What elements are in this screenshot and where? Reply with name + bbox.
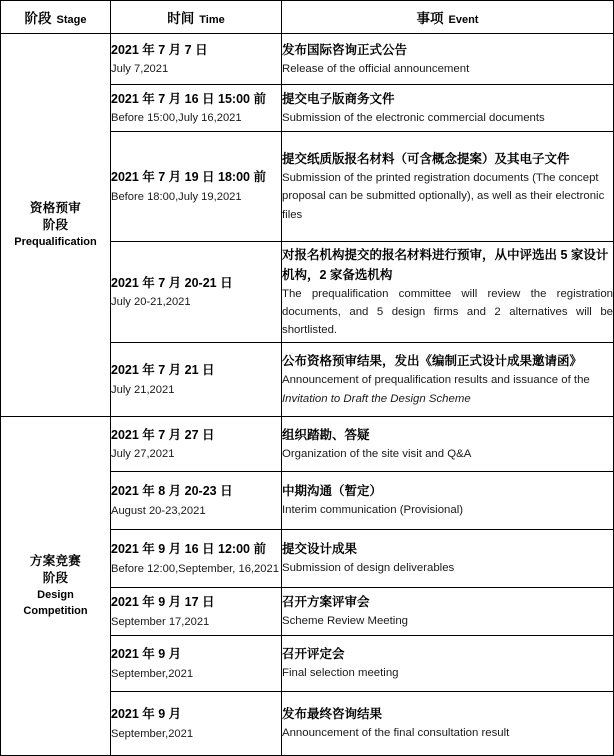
time-cn: 2021 年 7 月 19 日 18:00 前	[111, 170, 266, 185]
event-cn: 提交设计成果	[282, 542, 358, 557]
event-cn: 提交电子版商务文件	[282, 91, 395, 106]
time-cell	[111, 472, 282, 530]
event-cn: 组织踏勘、答疑	[282, 427, 370, 442]
time-cn: 2021 年 7 月 27 日	[111, 427, 215, 442]
header-stage-cn: 阶段	[24, 11, 52, 26]
event-cn: 召开评定会	[282, 647, 345, 662]
stage-design-competition-cn-line2: 阶段	[42, 570, 69, 585]
stage-prequalification-cn-line2: 阶段	[42, 217, 69, 232]
time-cn: 2021 年 7 月 20-21 日	[111, 275, 233, 290]
time-en: September 17,2021	[111, 615, 210, 628]
event-en: Scheme Review Meeting	[282, 615, 408, 628]
event-cell	[282, 242, 614, 343]
event-cn: 召开方案评审会	[282, 595, 370, 610]
time-cn: 2021 年 7 月 7 日	[111, 42, 208, 57]
time-en: July 7,2021	[111, 63, 169, 76]
event-cn: 发布国际咨询正式公告	[282, 42, 408, 57]
time-cn: 2021 年 9 月 17 日	[111, 595, 215, 610]
table-row	[1, 417, 614, 472]
time-cell	[111, 343, 282, 417]
stage-cell-design-competition	[1, 417, 111, 756]
event-cell	[282, 343, 614, 417]
event-en: The prequalification committee will review the registration documents, and 5 design firms and 2 alternatives will be shortlisted.	[282, 287, 613, 337]
time-cn: 2021 年 9 月	[111, 707, 182, 722]
time-cn: 2021 年 9 月	[111, 647, 182, 662]
event-cell	[282, 472, 614, 530]
time-cell	[111, 530, 282, 588]
time-cell	[111, 588, 282, 636]
time-cn: 2021 年 9 月 16 日 12:00 前	[111, 542, 266, 557]
event-en-italic-title: Invitation to Draft the Design Scheme	[282, 392, 471, 405]
event-en: Release of the official announcement	[282, 62, 470, 75]
event-cell	[282, 34, 614, 85]
time-en: August 20-23,2021	[111, 504, 206, 517]
time-cell	[111, 417, 282, 472]
time-cn: 2021 年 8 月 20-23 日	[111, 484, 233, 499]
time-en: September,2021	[111, 727, 194, 740]
stage-prequalification-en-line1: Prequalification	[14, 236, 97, 249]
time-en: July 21,2021	[111, 383, 175, 396]
time-en: July 27,2021	[111, 448, 175, 461]
event-en-mixed	[282, 371, 613, 408]
header-stage-en: Stage	[56, 14, 87, 26]
event-cell	[282, 417, 614, 472]
stage-cell-prequalification	[1, 34, 111, 417]
time-cell	[111, 692, 282, 756]
time-en: July 20-21,2021	[111, 296, 191, 309]
event-cn: 对报名机构提交的报名材料进行预审，从中评选出 5 家设计机构，2 家备选机构	[282, 247, 609, 282]
header-event-cn: 事项	[416, 11, 444, 26]
stage-design-competition-en-line2: Competition	[23, 605, 88, 618]
event-cn: 中期沟通（暂定）	[282, 484, 383, 499]
event-cell	[282, 132, 614, 242]
time-cn: 2021 年 7 月 21 日	[111, 363, 215, 378]
time-cell	[111, 85, 282, 132]
event-cell	[282, 692, 614, 756]
event-cn: 提交纸质版报名材料（可含概念提案）及其电子文件	[282, 152, 570, 167]
stage-design-competition-cn-line1: 方案竞赛	[29, 553, 82, 568]
event-en: Organization of the site visit and Q&A	[282, 447, 472, 460]
time-cell	[111, 242, 282, 343]
event-cell	[282, 530, 614, 588]
event-en: Interim communication (Provisional)	[282, 504, 464, 517]
event-en: Submission of design deliverables	[282, 562, 455, 575]
event-en: Final selection meeting	[282, 667, 399, 680]
event-cell	[282, 85, 614, 132]
header-cell-stage	[1, 1, 111, 34]
event-cn: 公布资格预审结果，发出《编制正式设计成果邀请函》	[282, 354, 583, 369]
stage-design-competition-en-line1: Design	[37, 589, 74, 602]
event-cell	[282, 636, 614, 692]
event-en: Submission of the printed registration documents (The concept proposal can be submitted optionally), as well as their electronic files	[282, 172, 605, 221]
table-row	[1, 34, 614, 85]
header-cell-event	[282, 1, 614, 34]
time-cell	[111, 132, 282, 242]
time-en: September,2021	[111, 667, 194, 680]
event-cn: 发布最终咨询结果	[282, 707, 383, 722]
event-en-part1: Announcement of prequalification results and issuance of the	[282, 374, 590, 387]
time-en: Before 18:00,July 19,2021	[111, 190, 242, 203]
header-cell-time	[111, 1, 282, 34]
table-header-row	[1, 1, 614, 34]
time-cell	[111, 34, 282, 85]
event-en: Announcement of the final consultation result	[282, 727, 510, 740]
header-event-en: Event	[448, 14, 479, 26]
header-time-cn: 时间	[167, 11, 195, 26]
event-cell	[282, 588, 614, 636]
header-time-en: Time	[199, 14, 225, 26]
time-cell	[111, 636, 282, 692]
stage-prequalification-cn-line1: 资格预审	[29, 200, 82, 215]
event-en: Submission of the electronic commercial documents	[282, 111, 545, 124]
time-en: Before 15:00,July 16,2021	[111, 112, 242, 125]
time-cn: 2021 年 7 月 16 日 15:00 前	[111, 91, 266, 106]
time-en: Before 12:00,September, 16,2021	[111, 562, 279, 575]
